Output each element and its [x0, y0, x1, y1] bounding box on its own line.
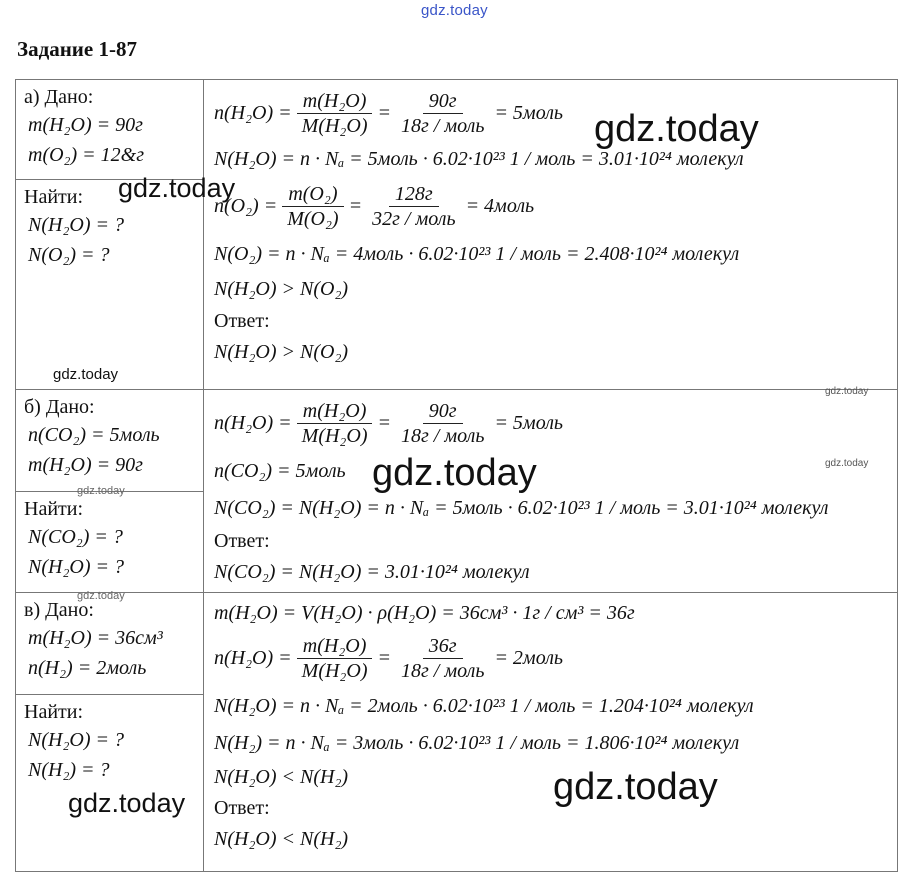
- answer: N(CO₂) = N(H₂O) = 3.01·10²⁴ молекул: [214, 560, 530, 583]
- given-header: б) Дано:: [24, 396, 95, 418]
- eq-result: = 5моль: [494, 101, 564, 124]
- given-line: m(H₂O) = 90г: [28, 454, 143, 476]
- equation: N(O₂) = n · Nₐ = 4моль · 6.02·10²³ 1 / моль = 2.408·10²⁴ молекул: [214, 242, 740, 265]
- find-line: N(O₂) = ?: [28, 244, 110, 266]
- fraction: $\frac{\text{m(H₂O)}}{\text{M(H₂O)}}$: [296, 399, 374, 448]
- part-b-given: [16, 390, 203, 491]
- given-line: m(H₂O) = 90г: [28, 114, 143, 136]
- answer-label: Ответ:: [214, 309, 270, 332]
- part-a-solution: [204, 80, 898, 390]
- equation: N(H₂O) < N(H₂): [214, 765, 349, 788]
- eq-left: n(H₂O) =: [214, 101, 292, 124]
- page-title: Задание 1-87: [17, 37, 137, 61]
- equals-sign: =: [377, 411, 391, 434]
- equation: m(H₂O) = V(H₂O) · ρ(H₂O) = 36см³ · 1г / см³ = 36г: [214, 601, 635, 624]
- watermark: gdz.today: [825, 386, 869, 397]
- eq-result: = 2моль: [494, 646, 564, 669]
- fraction: $\frac{\text{m(O₂)}}{\text{M(O₂)}}$: [281, 182, 344, 231]
- answer: N(H₂O) < N(H₂): [214, 827, 349, 850]
- equation: n(CO₂) = 5моль: [214, 459, 346, 482]
- eq-result: = 4моль: [465, 194, 535, 217]
- equation: [204, 394, 897, 452]
- find-line: N(H₂O) = ?: [28, 729, 124, 751]
- equation: N(H₂O) = n · Nₐ = 5моль · 6.02·10²³ 1 / моль = 3.01·10²⁴ молекул: [214, 147, 744, 170]
- equals-sign: =: [377, 646, 391, 669]
- eq-result: = 5моль: [494, 411, 564, 434]
- part-a-given-cell: [16, 80, 204, 390]
- watermark: gdz.today: [553, 766, 718, 808]
- equation: [204, 84, 897, 142]
- fraction: $\frac{90г}{\text{18г / моль}}$: [400, 399, 485, 447]
- equation: N(CO₂) = N(H₂O) = n · Nₐ = 5моль · 6.02·10²³ 1 / моль = 3.01·10²⁴ молекул: [214, 496, 829, 519]
- watermark: gdz.today: [594, 108, 759, 150]
- given-header: а) Дано:: [24, 86, 94, 108]
- given-line: m(O₂) = 12&г: [28, 144, 145, 166]
- equation: N(H₂O) = n · Nₐ = 2моль · 6.02·10²³ 1 / моль = 1.204·10²⁴ молекул: [214, 694, 754, 717]
- equals-sign: =: [348, 194, 363, 217]
- equation: N(H₂O) > N(O₂): [214, 277, 349, 300]
- given-line: n(H₂) = 2моль: [28, 657, 147, 679]
- part-c-solution: [204, 593, 898, 872]
- fraction: $\frac{36г}{\text{18г / моль}}$: [400, 634, 485, 682]
- find-header: Найти:: [24, 701, 84, 723]
- part-a-row: [16, 80, 898, 390]
- equation: [204, 176, 897, 236]
- answer: N(H₂O) > N(O₂): [214, 340, 349, 363]
- eq-left: n(H₂O) =: [214, 411, 292, 434]
- fraction: $\frac{\text{m(H₂O)}}{\text{M(H₂O)}}$: [296, 89, 374, 138]
- part-b-find: [16, 491, 203, 586]
- given-header: в) Дано:: [24, 599, 94, 621]
- find-line: N(H₂O) = ?: [28, 214, 124, 236]
- watermark: gdz.today: [53, 366, 119, 383]
- part-c-find: [16, 694, 203, 789]
- find-header: Найти:: [24, 498, 84, 520]
- equation: [204, 629, 897, 687]
- watermark: gdz.today: [77, 485, 125, 497]
- equation: N(H₂) = n · Nₐ = 3моль · 6.02·10²³ 1 / моль = 1.806·10²⁴ молекул: [214, 731, 740, 754]
- part-a-given: [16, 80, 203, 179]
- watermark: gdz.today: [77, 590, 125, 602]
- find-header: Найти:: [24, 186, 84, 208]
- eq-left: n(H₂O) =: [214, 646, 292, 669]
- site-watermark: gdz.today: [421, 2, 488, 19]
- find-line: N(H₂O) = ?: [28, 556, 124, 578]
- watermark: gdz.today: [68, 788, 186, 818]
- answer-label: Ответ:: [214, 529, 270, 552]
- given-line: n(CO₂) = 5моль: [28, 424, 160, 446]
- watermark: gdz.today: [372, 452, 537, 494]
- watermark: gdz.today: [825, 458, 869, 469]
- equals-sign: =: [377, 101, 391, 124]
- watermark: gdz.today: [118, 173, 236, 203]
- fraction: $\frac{\text{m(H₂O)}}{\text{M(H₂O)}}$: [296, 634, 374, 683]
- find-line: N(CO₂) = ?: [28, 526, 123, 548]
- part-c-row: [16, 593, 898, 872]
- answer-label: Ответ:: [214, 796, 270, 819]
- given-line: m(H₂O) = 36см³: [28, 627, 163, 649]
- eq-left: n(O₂) =: [214, 194, 278, 217]
- fraction: $\frac{128г}{\text{32г / моль}}$: [372, 182, 456, 230]
- find-line: N(H₂) = ?: [28, 759, 110, 781]
- fraction: $\frac{90г}{\text{18г / моль}}$: [400, 89, 485, 137]
- part-c-given: [16, 593, 203, 694]
- part-b-solution: [204, 390, 898, 593]
- part-c-given-cell: [16, 593, 204, 872]
